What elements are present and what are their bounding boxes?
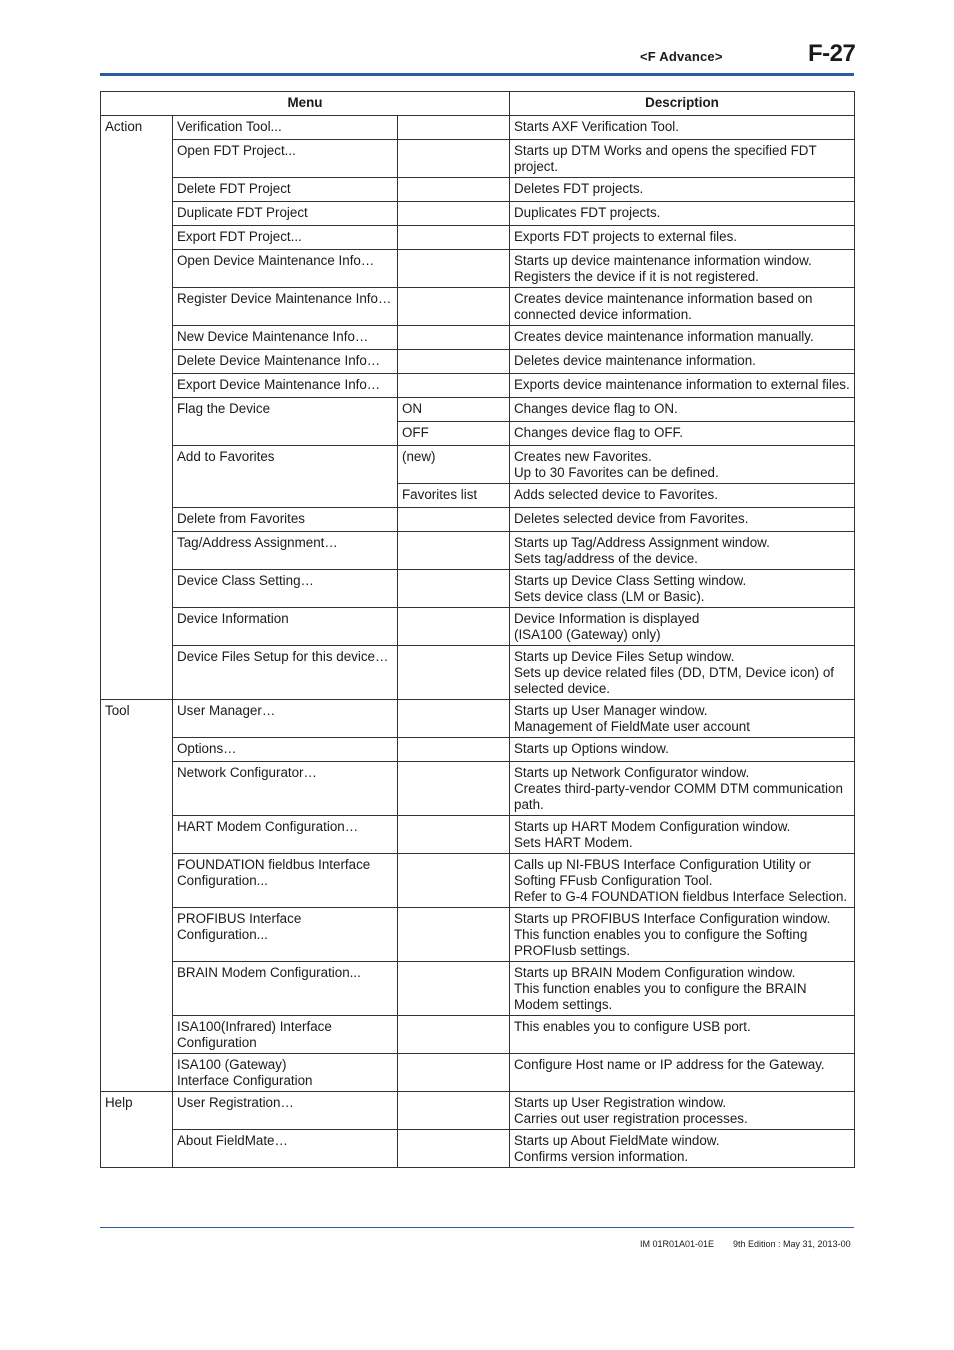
table-row [101, 226, 855, 250]
menu-item-cell: ISA100 (Gateway) Interface Configuration [173, 1054, 398, 1092]
description-cell: Starts up HART Modem Configuration window. Sets HART Modem. [510, 816, 855, 854]
submenu-cell [398, 140, 510, 178]
table-row [101, 398, 855, 422]
submenu-cell [398, 508, 510, 532]
description-cell: Calls up NI-FBUS Interface Configuration Utility or Softing FFusb Configuration Tool. Refer to G-4 FOUNDATION fieldbus Interface Selection. [510, 854, 855, 908]
table-row [101, 738, 855, 762]
table-row [101, 1054, 855, 1092]
menu-item-cell: New Device Maintenance Info… [173, 326, 398, 350]
table-row [101, 908, 855, 962]
description-cell: Deletes device maintenance information. [510, 350, 855, 374]
menu-item-cell: Open Device Maintenance Info… [173, 250, 398, 288]
submenu-cell [398, 350, 510, 374]
menu-item-cell: FOUNDATION fieldbus Interface Configuration... [173, 854, 398, 908]
footer-document-id: IM 01R01A01-01E [640, 1239, 715, 1249]
table-row [101, 140, 855, 178]
table-row [101, 116, 855, 140]
submenu-cell [398, 816, 510, 854]
submenu-cell [398, 962, 510, 1016]
menu-item-cell: HART Modem Configuration… [173, 816, 398, 854]
submenu-cell [398, 854, 510, 908]
description-cell: Configure Host name or IP address for the Gateway. [510, 1054, 855, 1092]
description-cell: Creates device maintenance information based on connected device information. [510, 288, 855, 326]
table-row [101, 762, 855, 816]
submenu-cell [398, 178, 510, 202]
description-cell: Device Information is displayed (ISA100 (Gateway) only) [510, 608, 855, 646]
submenu-cell [398, 1016, 510, 1054]
menu-item-cell: Export FDT Project... [173, 226, 398, 250]
menu-description-table [100, 91, 855, 1168]
table-row [101, 446, 855, 484]
submenu-cell [398, 608, 510, 646]
description-cell: Starts up device maintenance information window. Registers the device if it is not registered. [510, 250, 855, 288]
menu-item-cell: About FieldMate… [173, 1130, 398, 1168]
submenu-cell [398, 1092, 510, 1130]
menu-item-cell: User Manager… [173, 700, 398, 738]
submenu-cell: OFF [398, 422, 510, 446]
description-cell: This enables you to configure USB port. [510, 1016, 855, 1054]
submenu-cell [398, 908, 510, 962]
description-cell: Creates new Favorites. Up to 30 Favorites can be defined. [510, 446, 855, 484]
description-cell: Starts up DTM Works and opens the specified FDT project. [510, 140, 855, 178]
description-cell: Exports FDT projects to external files. [510, 226, 855, 250]
description-cell: Starts up User Manager window. Management of FieldMate user account [510, 700, 855, 738]
submenu-cell [398, 116, 510, 140]
description-cell: Exports device maintenance information to external files. [510, 374, 855, 398]
menu-item-cell: BRAIN Modem Configuration... [173, 962, 398, 1016]
submenu-cell [398, 1054, 510, 1092]
table-body [101, 116, 855, 1168]
table-row [101, 1092, 855, 1130]
submenu-cell [398, 646, 510, 700]
table-row [101, 508, 855, 532]
description-cell: Starts up PROFIBUS Interface Configuration window. This function enables you to configure the Softing PROFIusb settings. [510, 908, 855, 962]
menu-item-cell: Delete from Favorites [173, 508, 398, 532]
table-row [101, 700, 855, 738]
header-rule [100, 73, 854, 76]
menu-item-cell: Register Device Maintenance Info… [173, 288, 398, 326]
description-cell: Adds selected device to Favorites. [510, 484, 855, 508]
menu-item-cell: Network Configurator… [173, 762, 398, 816]
menu-item-cell: Open FDT Project... [173, 140, 398, 178]
table-row [101, 250, 855, 288]
description-cell: Deletes selected device from Favorites. [510, 508, 855, 532]
table-row [101, 646, 855, 700]
table-row [101, 608, 855, 646]
menu-item-cell: Verification Tool... [173, 116, 398, 140]
page-number: F-27 [808, 40, 856, 67]
menu-category-cell: Help [101, 1092, 173, 1168]
table-row [101, 350, 855, 374]
submenu-cell [398, 202, 510, 226]
menu-item-cell: PROFIBUS Interface Configuration... [173, 908, 398, 962]
submenu-cell [398, 532, 510, 570]
menu-column-header: Menu [101, 92, 510, 116]
menu-item-cell: Duplicate FDT Project [173, 202, 398, 226]
table-row [101, 202, 855, 226]
menu-item-cell: Device Files Setup for this device… [173, 646, 398, 700]
description-column-header: Description [510, 92, 855, 116]
menu-item-cell: Export Device Maintenance Info… [173, 374, 398, 398]
submenu-cell [398, 288, 510, 326]
menu-item-cell: Tag/Address Assignment… [173, 532, 398, 570]
submenu-cell [398, 738, 510, 762]
description-cell: Starts up Options window. [510, 738, 855, 762]
menu-item-cell: User Registration… [173, 1092, 398, 1130]
submenu-cell [398, 1130, 510, 1168]
table-row [101, 1016, 855, 1054]
description-cell: Changes device flag to ON. [510, 398, 855, 422]
submenu-cell [398, 762, 510, 816]
submenu-cell [398, 250, 510, 288]
submenu-cell [398, 700, 510, 738]
submenu-cell: (new) [398, 446, 510, 484]
table-row [101, 1130, 855, 1168]
menu-item-cell: Delete Device Maintenance Info… [173, 350, 398, 374]
table-row [101, 326, 855, 350]
table-row [101, 854, 855, 908]
description-cell: Duplicates FDT projects. [510, 202, 855, 226]
table-row [101, 962, 855, 1016]
table-row [101, 374, 855, 398]
menu-category-cell: Action [101, 116, 173, 700]
submenu-cell [398, 326, 510, 350]
description-cell: Starts up User Registration window. Carries out user registration processes. [510, 1092, 855, 1130]
description-cell: Starts up Tag/Address Assignment window. Sets tag/address of the device. [510, 532, 855, 570]
menu-category-cell: Tool [101, 700, 173, 1092]
description-cell: Starts AXF Verification Tool. [510, 116, 855, 140]
table-header-row [101, 92, 855, 116]
footer-rule [100, 1227, 854, 1228]
section-label: <F Advance> [640, 49, 723, 64]
description-cell: Creates device maintenance information manually. [510, 326, 855, 350]
table-row [101, 816, 855, 854]
menu-item-cell: Flag the Device [173, 398, 398, 446]
menu-item-cell: Device Information [173, 608, 398, 646]
menu-item-cell: Device Class Setting… [173, 570, 398, 608]
footer-edition: 9th Edition : May 31, 2013-00 [733, 1239, 851, 1249]
description-cell: Starts up Network Configurator window. Creates third-party-vendor COMM DTM communication path. [510, 762, 855, 816]
description-cell: Starts up Device Files Setup window. Sets up device related files (DD, DTM, Device icon) of selected device. [510, 646, 855, 700]
menu-item-cell: ISA100(Infrared) Interface Configuration [173, 1016, 398, 1054]
menu-item-cell: Add to Favorites [173, 446, 398, 508]
submenu-cell: ON [398, 398, 510, 422]
menu-item-cell: Delete FDT Project [173, 178, 398, 202]
table-row [101, 532, 855, 570]
menu-item-cell: Options… [173, 738, 398, 762]
submenu-cell [398, 570, 510, 608]
description-cell: Changes device flag to OFF. [510, 422, 855, 446]
description-cell: Deletes FDT projects. [510, 178, 855, 202]
description-cell: Starts up BRAIN Modem Configuration window. This function enables you to configure the BRAIN Modem settings. [510, 962, 855, 1016]
table-row [101, 178, 855, 202]
submenu-cell: Favorites list [398, 484, 510, 508]
table-row [101, 570, 855, 608]
description-cell: Starts up About FieldMate window. Confirms version information. [510, 1130, 855, 1168]
submenu-cell [398, 374, 510, 398]
table-row [101, 288, 855, 326]
submenu-cell [398, 226, 510, 250]
description-cell: Starts up Device Class Setting window. Sets device class (LM or Basic). [510, 570, 855, 608]
